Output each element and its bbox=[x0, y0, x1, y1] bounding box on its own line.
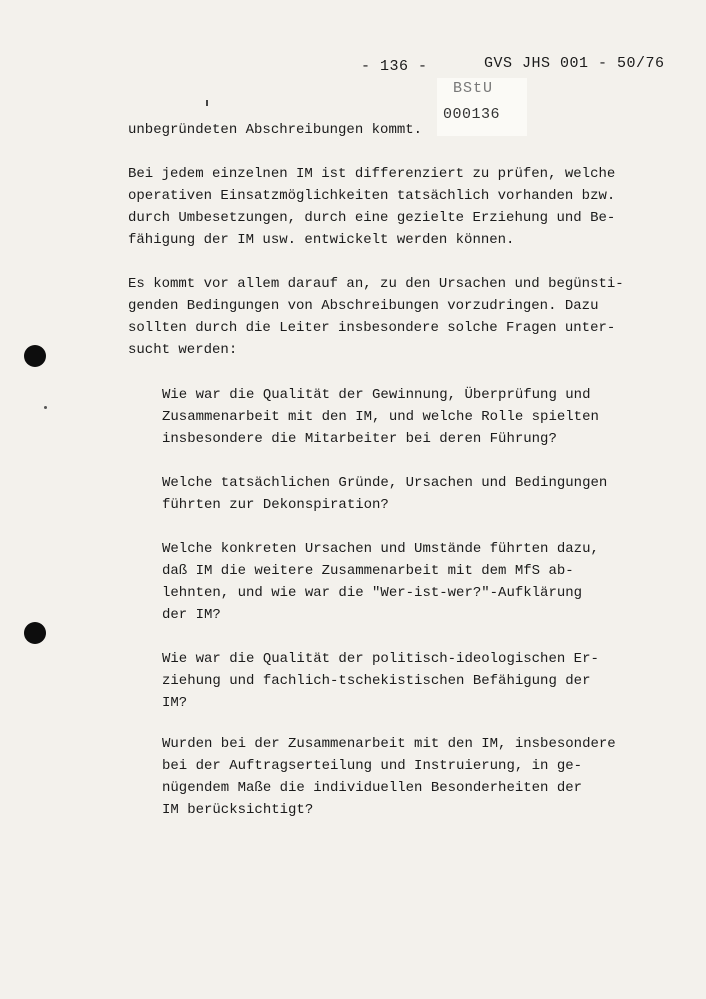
text-line: Es kommt vor allem darauf an, zu den Ursachen und begünsti- bbox=[128, 276, 624, 292]
text-line: der IM? bbox=[162, 607, 221, 623]
text-line: Bei jedem einzelnen IM ist differenziert zu prüfen, welche bbox=[128, 166, 616, 182]
text-line: Wie war die Qualität der politisch-ideologischen Er- bbox=[162, 651, 599, 667]
tick-mark bbox=[206, 100, 208, 106]
archive-stamp bbox=[437, 78, 527, 136]
text-line: IM berücksichtigt? bbox=[162, 802, 314, 818]
stamp-label: BStU bbox=[453, 80, 494, 97]
paper-speck bbox=[44, 406, 47, 409]
document-reference: GVS JHS 001 - 50/76 bbox=[484, 55, 665, 72]
text-line: bei der Auftragserteilung und Instruierung, in ge- bbox=[162, 758, 583, 774]
text-line: operativen Einsatzmöglichkeiten tatsächlich vorhanden bzw. bbox=[128, 188, 616, 204]
punch-hole bbox=[24, 345, 46, 367]
text-line: daß IM die weitere Zusammenarbeit mit dem MfS ab- bbox=[162, 563, 574, 579]
text-line: nügendem Maße die individuellen Besonderheiten der bbox=[162, 780, 583, 796]
text-line: lehnten, und wie war die "Wer-ist-wer?"-Aufklärung bbox=[162, 585, 583, 601]
text-line: insbesondere die Mitarbeiter bei deren Führung? bbox=[162, 431, 557, 447]
text-line: durch Umbesetzungen, durch eine gezielte Erziehung und Be- bbox=[128, 210, 616, 226]
text-line: führten zur Dekonspiration? bbox=[162, 497, 389, 513]
text-line: sucht werden: bbox=[128, 342, 238, 358]
text-line: IM? bbox=[162, 695, 188, 711]
text-line: Welche konkreten Ursachen und Umstände führten dazu, bbox=[162, 541, 599, 557]
text-line: Welche tatsächlichen Gründe, Ursachen und Bedingungen bbox=[162, 475, 608, 491]
text-line: fähigung der IM usw. entwickelt werden können. bbox=[128, 232, 515, 248]
text-line: sollten durch die Leiter insbesondere solche Fragen unter- bbox=[128, 320, 616, 336]
text-line: Wurden bei der Zusammenarbeit mit den IM, insbesondere bbox=[162, 736, 616, 752]
punch-hole bbox=[24, 622, 46, 644]
stamp-number: 000136 bbox=[443, 106, 501, 123]
text-line: genden Bedingungen von Abschreibungen vorzudringen. Dazu bbox=[128, 298, 599, 314]
text-line: ziehung und fachlich-tschekistischen Befähigung der bbox=[162, 673, 591, 689]
text-line: Wie war die Qualität der Gewinnung, Überprüfung und bbox=[162, 387, 591, 403]
page-number: - 136 - bbox=[361, 58, 428, 75]
text-line: unbegründeten Abschreibungen kommt. bbox=[128, 122, 423, 138]
text-line: Zusammenarbeit mit den IM, und welche Rolle spielten bbox=[162, 409, 599, 425]
